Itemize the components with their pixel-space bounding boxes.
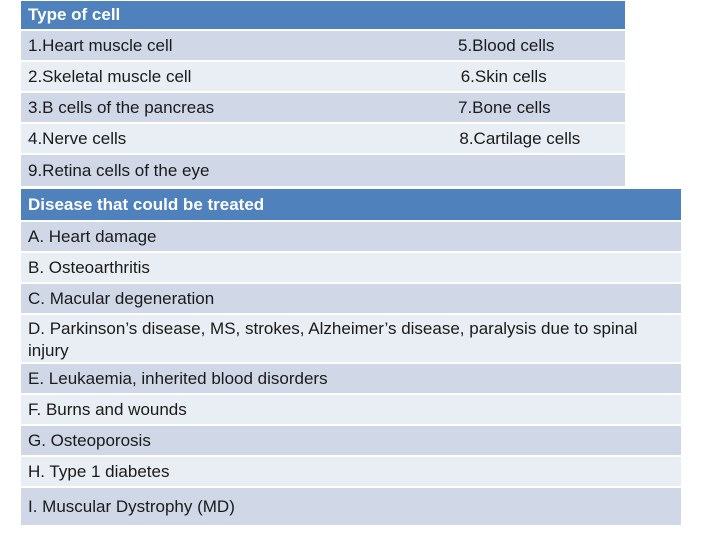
table-row: H. Type 1 diabetes: [21, 457, 681, 488]
table-row: [21, 31, 625, 62]
table-row: C. Macular degeneration: [21, 284, 681, 315]
table-row: D. Parkinson’s disease, MS, strokes, Alzheimer’s disease, paralysis due to spinal injury: [21, 315, 681, 364]
table-row: G. Osteoporosis: [21, 426, 681, 457]
cell-type-item: 8.Cartilage cells: [459, 128, 581, 148]
table-row: F. Burns and wounds: [21, 395, 681, 426]
table-row: [21, 155, 625, 186]
cell-type-item: 2.Skeletal muscle cell: [28, 66, 192, 86]
cell-type-table: [21, 1, 625, 186]
cell-type-item: 4.Nerve cells: [28, 128, 127, 148]
table-row: A. Heart damage: [21, 222, 681, 253]
table-row: [21, 62, 625, 93]
table-row: [21, 124, 625, 155]
cell-type-item: 6.Skin cells: [460, 66, 547, 86]
disease-header: Disease that could be treated: [21, 189, 681, 222]
table-row: I. Muscular Dystrophy (MD): [21, 488, 681, 525]
table-row: B. Osteoarthritis: [21, 253, 681, 284]
cell-type-item: 9.Retina cells of the eye: [28, 160, 210, 180]
cell-type-item: 1.Heart muscle cell: [28, 35, 173, 55]
cell-type-item: 3.B cells of the pancreas: [28, 97, 215, 117]
table-row: [21, 93, 625, 124]
table-row: E. Leukaemia, inherited blood disorders: [21, 364, 681, 395]
cell-type-item: 5.Blood cells: [458, 35, 555, 55]
disease-table: [21, 189, 681, 525]
cell-type-item: 7.Bone cells: [458, 97, 551, 117]
cell-type-header: Type of cell: [21, 1, 625, 31]
